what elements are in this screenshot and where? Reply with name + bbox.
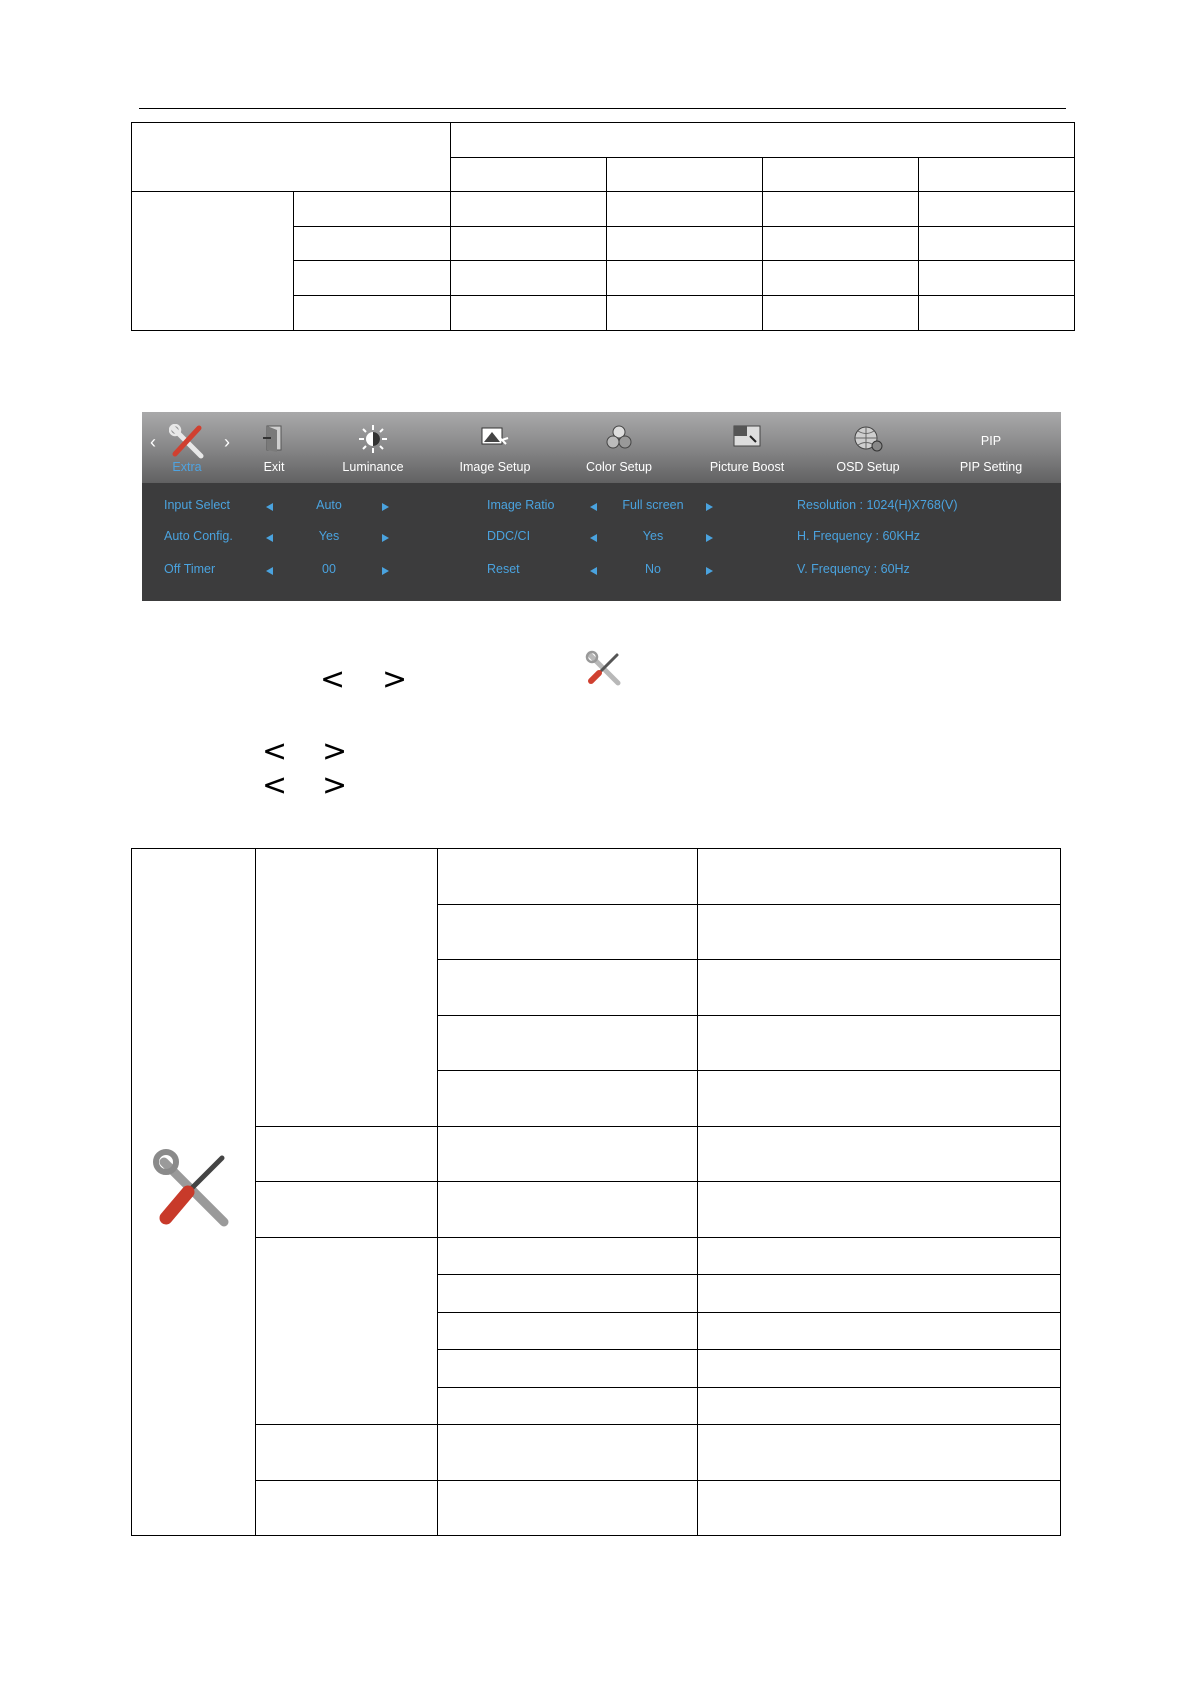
table-cell <box>698 1126 1061 1182</box>
table-cell <box>132 192 294 330</box>
header-rule <box>139 108 1066 109</box>
table-cell <box>763 192 919 227</box>
table-cell <box>919 226 1075 261</box>
table-cell <box>698 849 1061 905</box>
chevron-left-icon: < <box>320 662 346 697</box>
table-cell <box>698 1275 1061 1313</box>
table-cell <box>607 157 763 192</box>
arrow-right-icon[interactable] <box>382 567 389 575</box>
table-cell <box>698 1237 1061 1275</box>
input-select-value: Auto <box>316 498 342 512</box>
chevron-right-icon: > <box>382 662 408 697</box>
arrow-left-icon[interactable] <box>590 503 597 511</box>
osd-tab-bar <box>142 412 1061 483</box>
off-timer-value: 00 <box>322 562 336 576</box>
table-cell <box>698 1312 1061 1350</box>
osd-nav-left-icon[interactable]: ‹ <box>150 432 156 452</box>
table-cell <box>451 192 607 227</box>
table-cell <box>451 261 607 296</box>
table-cell <box>763 157 919 192</box>
table-cell <box>294 192 451 227</box>
ddc-ci-label[interactable]: DDC/CI <box>487 529 531 543</box>
image-ratio-label[interactable]: Image Ratio <box>487 498 555 512</box>
globe-icon <box>852 424 884 454</box>
osd-nav-right-icon[interactable]: › <box>224 432 230 452</box>
tools-icon <box>152 1148 236 1232</box>
table-cell <box>451 123 1075 158</box>
tab-label: Picture Boost <box>709 460 785 474</box>
table-cell <box>438 904 698 960</box>
table-cell <box>438 1480 698 1536</box>
ddc-ci-value: Yes <box>642 529 664 543</box>
table-cell <box>438 1425 698 1481</box>
chevron-left-icon: < <box>262 734 288 769</box>
tab-label: Color Setup <box>585 460 652 474</box>
v-frequency-info: V. Frequency : 60Hz <box>797 562 910 576</box>
tab-picture-boost[interactable] <box>697 412 797 483</box>
table-cell <box>294 226 451 261</box>
arrow-right-icon[interactable] <box>382 503 389 511</box>
table-cell <box>294 295 451 330</box>
arrow-right-icon[interactable] <box>706 534 713 542</box>
table-cell <box>256 1126 438 1182</box>
table-cell <box>256 1480 438 1536</box>
arrow-left-icon[interactable] <box>266 534 273 542</box>
table-cell <box>607 226 763 261</box>
table-cell <box>763 295 919 330</box>
tab-exit[interactable] <box>244 412 304 483</box>
table-cell <box>698 1015 1061 1071</box>
tools-icon <box>169 424 205 460</box>
table-cell <box>438 1387 698 1425</box>
tab-luminance[interactable] <box>328 412 418 483</box>
resolution-info: Resolution : 1024(H)X768(V) <box>797 498 958 512</box>
reset-label[interactable]: Reset <box>487 562 520 576</box>
tab-image-setup[interactable] <box>447 412 543 483</box>
table-cell <box>698 960 1061 1016</box>
osd-menu <box>142 412 1061 601</box>
tab-label: Extra <box>172 460 202 474</box>
table-cell <box>438 1350 698 1388</box>
table-cell <box>438 1312 698 1350</box>
reset-value: No <box>645 562 661 576</box>
table-cell <box>919 157 1075 192</box>
pip-icon: PIP <box>980 434 1002 448</box>
table-cell <box>763 261 919 296</box>
tab-label: Exit <box>263 460 285 474</box>
table-cell <box>698 1071 1061 1127</box>
tab-label: OSD Setup <box>836 460 900 474</box>
table-cell <box>919 295 1075 330</box>
table-cell <box>256 1237 438 1425</box>
arrow-left-icon[interactable] <box>266 503 273 511</box>
extra-settings-table <box>131 848 1061 1536</box>
input-select-label[interactable]: Input Select <box>164 498 231 512</box>
table-cell <box>294 261 451 296</box>
arrow-left-icon[interactable] <box>266 567 273 575</box>
table-cell <box>698 1425 1061 1481</box>
arrow-left-icon[interactable] <box>590 567 597 575</box>
table-cell <box>698 1350 1061 1388</box>
table-cell <box>438 1126 698 1182</box>
chevron-right-icon: > <box>322 768 348 803</box>
table-cell <box>607 192 763 227</box>
tab-color-setup[interactable] <box>574 412 664 483</box>
table-cell <box>132 849 256 1536</box>
chevron-right-icon: > <box>322 734 348 769</box>
top-table <box>131 122 1075 331</box>
color-setup-icon <box>605 424 633 450</box>
image-setup-icon <box>480 424 510 450</box>
arrow-right-icon[interactable] <box>382 534 389 542</box>
table-cell <box>438 1071 698 1127</box>
table-cell <box>763 226 919 261</box>
table-cell <box>438 1182 698 1238</box>
exit-icon <box>261 424 287 452</box>
picture-boost-icon <box>732 424 762 448</box>
table-cell <box>698 1387 1061 1425</box>
off-timer-label[interactable]: Off Timer <box>164 562 216 576</box>
table-cell <box>256 1182 438 1238</box>
auto-config-value: Yes <box>318 529 340 543</box>
arrow-right-icon[interactable] <box>706 503 713 511</box>
tab-extra[interactable] <box>152 412 222 483</box>
tools-icon <box>585 650 623 688</box>
table-cell <box>438 1237 698 1275</box>
table-cell <box>451 295 607 330</box>
sun-icon <box>358 424 388 454</box>
table-cell <box>698 904 1061 960</box>
arrow-right-icon[interactable] <box>706 567 713 575</box>
arrow-left-icon[interactable] <box>590 534 597 542</box>
table-cell <box>438 960 698 1016</box>
table-cell <box>919 192 1075 227</box>
table-cell <box>438 849 698 905</box>
table-cell <box>607 261 763 296</box>
tab-label: PIP Setting <box>959 460 1023 474</box>
image-ratio-value: Full screen <box>622 498 684 512</box>
table-cell <box>919 261 1075 296</box>
chevron-left-icon: < <box>262 768 288 803</box>
tab-osd-setup[interactable] <box>823 412 913 483</box>
tab-pip-setting[interactable] <box>949 412 1033 483</box>
auto-config-label[interactable]: Auto Config. <box>164 529 233 543</box>
tab-label: Image Setup <box>459 460 531 474</box>
h-frequency-info: H. Frequency : 60KHz <box>797 529 920 543</box>
table-cell <box>256 849 438 1127</box>
table-cell <box>698 1480 1061 1536</box>
table-cell <box>256 1425 438 1481</box>
table-cell <box>451 226 607 261</box>
table-cell <box>698 1182 1061 1238</box>
table-cell <box>438 1015 698 1071</box>
table-cell <box>451 157 607 192</box>
table-cell <box>132 123 451 192</box>
table-cell <box>438 1275 698 1313</box>
table-cell <box>607 295 763 330</box>
tab-label: Luminance <box>342 460 404 474</box>
